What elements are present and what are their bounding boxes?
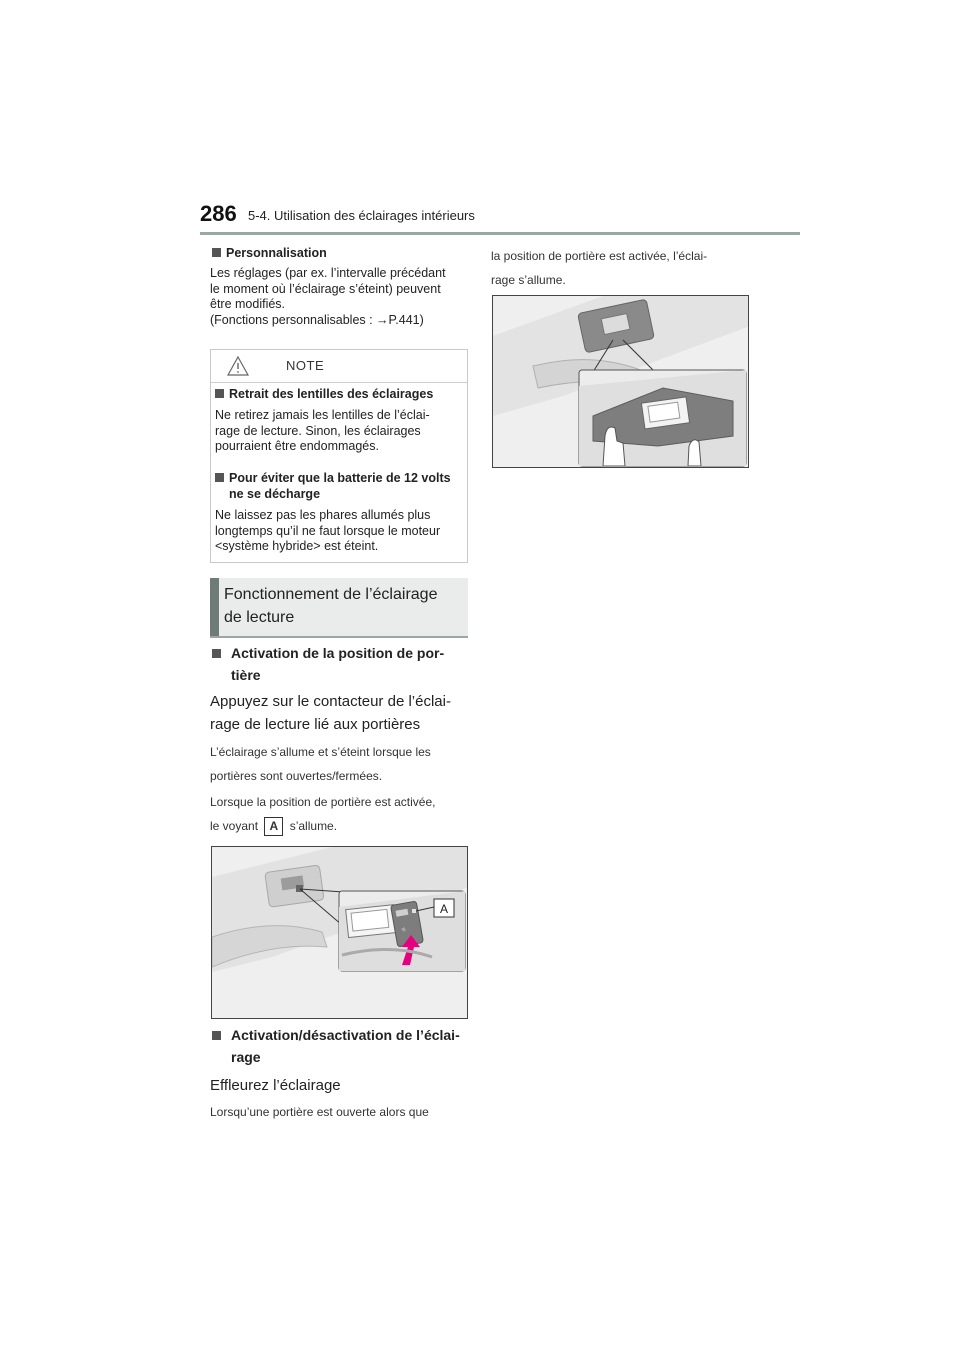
personnalisation-line: être modifiés. bbox=[210, 297, 286, 311]
personnalisation-line: le moment où l’éclairage s’éteint) peuvent bbox=[210, 281, 441, 296]
bullet-square-icon bbox=[215, 473, 224, 482]
bullet-square-icon bbox=[212, 649, 221, 658]
note-line: Ne laissez pas les phares allumés plus bbox=[215, 508, 431, 522]
zoom-inset bbox=[579, 370, 746, 466]
door-position-heading-text: tière bbox=[231, 667, 261, 683]
lamp-illustration bbox=[493, 296, 749, 468]
note-header bbox=[211, 350, 467, 383]
note-item1-heading bbox=[215, 387, 433, 401]
toggle-caption-right bbox=[491, 244, 753, 292]
note-title: NOTE bbox=[286, 358, 325, 373]
banner-rule bbox=[210, 636, 468, 638]
note-item1-text bbox=[215, 408, 465, 455]
note-box bbox=[210, 349, 468, 563]
banner-title bbox=[224, 583, 437, 629]
note-line: longtemps qu’il ne faut lorsque le moteur bbox=[215, 523, 441, 538]
door-position-caption bbox=[210, 740, 472, 838]
note-item2-heading bbox=[215, 470, 451, 502]
note-line: rage de lecture. Sinon, les éclairages bbox=[215, 423, 421, 438]
header-rule bbox=[200, 232, 800, 235]
callout-a-label: A bbox=[439, 902, 449, 916]
console-illustration bbox=[212, 847, 468, 1019]
personnalisation-heading-text: Personnalisation bbox=[226, 246, 327, 260]
banner-title-line: Fonctionnement de l’éclairage bbox=[224, 586, 438, 603]
door-position-heading-text: Activation de la position de por- bbox=[231, 645, 445, 661]
personnalisation-line: (Fonctions personnalisables : →P.441) bbox=[210, 312, 424, 327]
door-position-instruction bbox=[210, 690, 472, 736]
caption-line-indicator bbox=[210, 814, 472, 838]
toggle-heading-text: Activation/désactivation de l’éclai- bbox=[231, 1027, 460, 1043]
caption-line: Lorsque la position de portière est activée, bbox=[210, 795, 436, 809]
toggle-instruction: Effleurez l’éclairage bbox=[210, 1077, 341, 1094]
banner-accent-bar bbox=[210, 578, 219, 636]
caption-line: L’éclairage s’allume et s’éteint lorsque les bbox=[210, 745, 431, 759]
bullet-square-icon bbox=[212, 248, 221, 257]
note-line: pourraient être endommagés. bbox=[215, 439, 379, 453]
section-title: 5-4. Utilisation des éclairages intérieurs bbox=[248, 208, 475, 223]
section-banner bbox=[210, 578, 468, 636]
zoom-inset bbox=[339, 891, 465, 971]
note-line: Ne retirez jamais les lentilles de l’éclai- bbox=[215, 408, 430, 422]
banner-title-line: de lecture bbox=[224, 609, 295, 626]
figure-touch-lamp bbox=[492, 295, 749, 468]
note-item2-heading-text: Pour éviter que la batterie de 12 volts bbox=[229, 471, 451, 485]
caption-text: le voyant bbox=[210, 819, 259, 833]
page-number: 286 bbox=[200, 201, 237, 226]
note-line: <système hybride> est éteint. bbox=[215, 539, 379, 553]
bullet-square-icon bbox=[215, 389, 224, 398]
figure-door-switch bbox=[211, 846, 468, 1019]
caption-line: portières sont ouvertes/fermées. bbox=[210, 769, 383, 783]
personnalisation-line: Les réglages (par ex. l’intervalle précédant bbox=[210, 266, 446, 280]
instruction-line: rage de lecture lié aux portières bbox=[210, 716, 421, 733]
personnalisation-heading bbox=[212, 246, 327, 260]
toggle-caption-left: Lorsqu’une portière est ouverte alors que bbox=[210, 1105, 429, 1119]
note-item2-heading-text: ne se décharge bbox=[229, 487, 321, 501]
caption-line: rage s’allume. bbox=[491, 273, 566, 287]
personnalisation-text bbox=[210, 266, 470, 328]
bullet-square-icon bbox=[212, 1031, 221, 1040]
warning-icon bbox=[227, 356, 249, 376]
instruction-line: Appuyez sur le contacteur de l’éclai- bbox=[210, 693, 451, 710]
caption-text: s’allume. bbox=[289, 819, 338, 833]
toggle-heading bbox=[212, 1024, 460, 1068]
toggle-heading-text: rage bbox=[231, 1049, 261, 1065]
door-position-heading bbox=[212, 642, 444, 686]
svg-text:☼: ☼ bbox=[400, 926, 407, 935]
note-item2-text bbox=[215, 508, 465, 555]
caption-line: la position de portière est activée, l’éclai- bbox=[491, 249, 708, 263]
note-item1-heading-text: Retrait des lentilles des éclairages bbox=[229, 387, 434, 401]
label-a-badge: A bbox=[264, 817, 283, 836]
